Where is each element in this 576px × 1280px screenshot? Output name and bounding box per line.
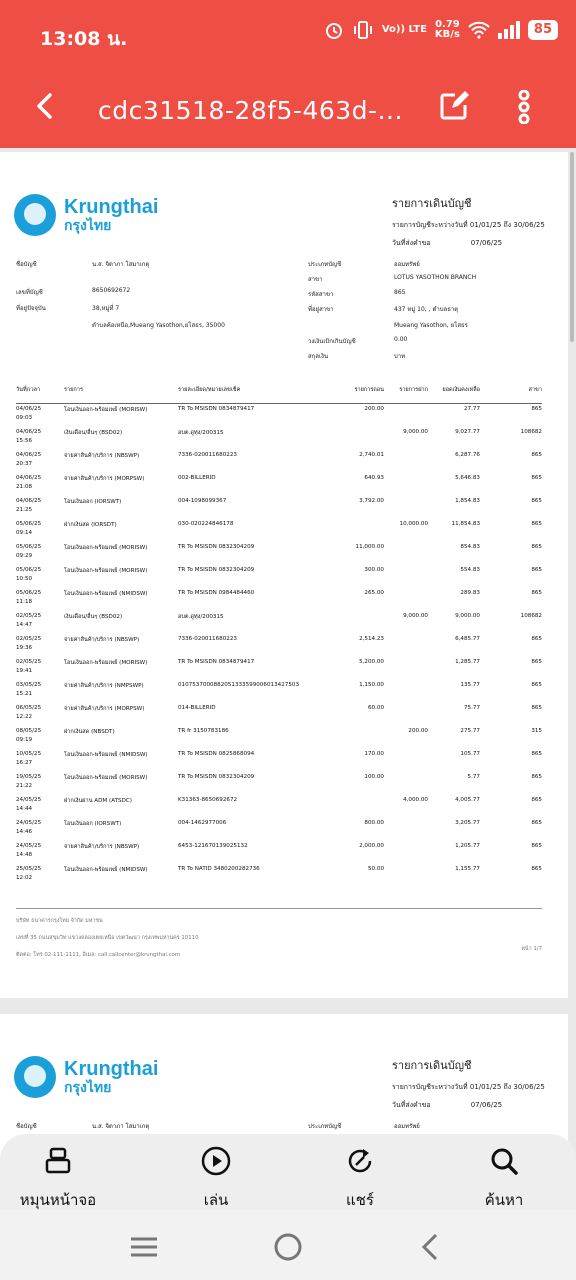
- network-speed: [435, 20, 460, 40]
- scrollbar[interactable]: [570, 152, 574, 342]
- table-cell: 865: [531, 498, 542, 504]
- table-cell: TR To MSISDN 0834879417: [178, 406, 255, 412]
- bank-logo: [14, 1056, 158, 1098]
- recent-apps-icon[interactable]: [127, 1230, 161, 1264]
- account-type: ออมทรัพย์: [394, 261, 420, 268]
- table-cell: 6,287.76: [455, 452, 480, 458]
- table-row: [16, 450, 542, 473]
- header-branch: สาขา: [528, 387, 542, 393]
- table-cell: 300.00: [364, 567, 384, 573]
- table-row: [16, 473, 542, 496]
- bottom-toolbar: [0, 1134, 576, 1214]
- table-cell: 108682: [520, 613, 542, 619]
- table-cell: TR To MSISDN 0832304209: [178, 567, 255, 573]
- table-cell: TR To NATID 3480200282736: [178, 866, 260, 872]
- table-cell: 865: [531, 521, 542, 527]
- table-cell: 19:36: [16, 645, 33, 651]
- table-cell: 865: [531, 705, 542, 711]
- table-cell: 14:47: [16, 622, 33, 628]
- table-cell: 6453-121670139025132: [178, 843, 248, 849]
- period-value: 01/01/25 ถึง 30/06/25: [469, 1083, 545, 1091]
- table-row: [16, 565, 542, 588]
- table-cell: 865: [531, 820, 542, 826]
- rotate-screen-icon: [43, 1146, 73, 1176]
- table-cell: โอนเงินออก-พร้อมเพย์ (NMIDSW): [64, 867, 148, 873]
- document-viewer[interactable]: [0, 148, 576, 1210]
- table-cell: 15:56: [16, 438, 33, 444]
- table-cell: 4,005.77: [455, 797, 480, 803]
- table-cell: จ่ายค่าสินค้า/บริการ (MORPSW): [64, 706, 145, 712]
- currency-value: บาท: [394, 353, 406, 360]
- table-cell: 12:02: [16, 875, 33, 881]
- table-cell: 030-020224846178: [178, 521, 234, 527]
- table-cell: 03/05/25: [16, 682, 42, 688]
- branch-code-label: รหัสสาขา: [308, 291, 334, 298]
- wifi-icon: [468, 21, 490, 39]
- table-cell: 10:50: [16, 576, 33, 582]
- table-cell: 200.00: [364, 406, 384, 412]
- table-cell: 9,000.00: [403, 429, 428, 435]
- table-cell: 865: [531, 590, 542, 596]
- table-cell: 865: [531, 797, 542, 803]
- battery-level: 85: [528, 20, 558, 40]
- statement-issued: [392, 238, 545, 249]
- table-cell: จ่ายค่าสินค้า/บริการ (NBSWP): [64, 844, 140, 850]
- table-cell: 315: [531, 728, 542, 734]
- table-cell: โอนเงินออก (IORSWT): [64, 499, 122, 505]
- issued-label: วันที่ส่งคำขอ: [392, 239, 431, 247]
- table-row: [16, 795, 542, 818]
- table-row: [16, 703, 542, 726]
- table-cell: โอนเงินออก-พร้อมเพย์ (MORISW): [64, 568, 148, 574]
- table-cell: โอนเงินออก-พร้อมเพย์ (NMIDSW): [64, 752, 148, 758]
- network-speed-value: 0.79: [435, 19, 460, 30]
- table-cell: 3,792.00: [359, 498, 384, 504]
- footer-company: บริษัท ธนาคารกรุงไทย จำกัด มหาชน: [16, 918, 103, 924]
- table-cell: 9,000.00: [455, 613, 480, 619]
- table-cell: 105.77: [460, 751, 480, 757]
- vibrate-icon: [352, 20, 374, 40]
- table-cell: 2,000.00: [359, 843, 384, 849]
- table-cell: 3,205.77: [455, 820, 480, 826]
- table-cell: 1,150.00: [359, 682, 384, 688]
- table-cell: 865: [531, 452, 542, 458]
- table-cell: อบต.ดู่ทุ่ง/200315: [178, 430, 224, 436]
- issued-label: วันที่ส่งคำขอ: [392, 1101, 431, 1109]
- table-cell: 865: [531, 774, 542, 780]
- account-type: ออมทรัพย์: [394, 1123, 420, 1130]
- logo-english: Krungthai: [64, 1058, 159, 1080]
- table-cell: 7336-020011680223: [178, 636, 237, 642]
- table-cell: 75.77: [463, 705, 480, 711]
- more-options-icon[interactable]: [512, 90, 536, 124]
- search-button[interactable]: [444, 1146, 564, 1212]
- address-label: ที่อยู่ปัจจุบัน: [16, 305, 46, 312]
- table-cell: จ่ายค่าสินค้า/บริการ (NBSWP): [64, 637, 140, 643]
- table-row: [16, 427, 542, 450]
- table-cell: 004-1098099367: [178, 498, 227, 504]
- system-navigation-bar: [0, 1210, 576, 1280]
- table-cell: 05/06/25: [16, 567, 42, 573]
- table-cell: 6,485.77: [455, 636, 480, 642]
- table-cell: TR fr 3150783186: [178, 728, 229, 734]
- status-time: 13:08 น.: [40, 28, 128, 50]
- table-cell: 05/06/25: [16, 590, 42, 596]
- table-cell: 50.00: [367, 866, 384, 872]
- table-cell: 5,646.83: [455, 475, 480, 481]
- footer-contact: ติดต่อ: โทร 02-111-1111, อีเมล: call.callcenter@krungthai.com: [16, 952, 181, 958]
- table-row: [16, 726, 542, 749]
- statement-period: [392, 220, 545, 231]
- table-cell: 865: [531, 866, 542, 872]
- table-cell: 554.83: [460, 567, 480, 573]
- table-cell: โอนเงินออก-พร้อมเพย์ (MORISW): [64, 407, 148, 413]
- account-type-label: ประเภทบัญชี: [308, 1123, 342, 1130]
- statement-title: รายการเดินบัญชี: [392, 197, 472, 210]
- table-cell: 865: [531, 406, 542, 412]
- branch-label: สาขา: [308, 276, 323, 283]
- statement-page-1: [0, 152, 568, 998]
- header-withdrawal: รายการถอน: [354, 387, 384, 393]
- volte-indicator: Vo)) LTE: [381, 24, 427, 35]
- play-icon: [201, 1146, 231, 1176]
- table-cell: 12:22: [16, 714, 33, 720]
- table-cell: 800.00: [364, 820, 384, 826]
- table-cell: โอนเงินออก-พร้อมเพย์ (NMIDSW): [64, 591, 148, 597]
- table-row: [16, 657, 542, 680]
- account-name-label: ชื่อบัญชี: [16, 261, 37, 268]
- table-cell: 865: [531, 843, 542, 849]
- table-cell: เงินเดือน/อื่นๆ (BSD02): [64, 614, 123, 620]
- footer-address: เลขที่ 35 ถนนสุขุมวิท แขวงคลองเตยเหนือ เขตวัฒนา กรุงเทพมหานคร 10110: [16, 935, 199, 941]
- table-cell: โอนเงินออก-พร้อมเพย์ (MORISW): [64, 775, 148, 781]
- table-cell: 4,000.00: [403, 797, 428, 803]
- table-cell: 04/06/25: [16, 475, 42, 481]
- table-cell: 865: [531, 682, 542, 688]
- page-number: หน้า 1/7: [521, 946, 542, 952]
- table-cell: 02/05/25: [16, 613, 42, 619]
- table-cell: 19:41: [16, 668, 33, 674]
- issued-value: 07/06/25: [470, 239, 503, 247]
- table-cell: 25/05/25: [16, 866, 42, 872]
- table-cell: 014-BILLERID: [178, 705, 216, 711]
- table-cell: 100.00: [364, 774, 384, 780]
- table-cell: 21:22: [16, 783, 33, 789]
- table-cell: 10/05/25: [16, 751, 42, 757]
- table-cell: 108682: [520, 429, 542, 435]
- table-cell: 09:14: [16, 530, 33, 536]
- transactions-table: [16, 384, 542, 887]
- table-cell: 15:21: [16, 691, 33, 697]
- table-cell: 02/05/25: [16, 636, 42, 642]
- table-cell: เงินเดือน/อื่นๆ (BSD02): [64, 430, 123, 436]
- table-cell: 1,205.77: [455, 843, 480, 849]
- rotate-screen-button[interactable]: [0, 1146, 118, 1212]
- header-date: วันที่/เวลา: [16, 387, 41, 393]
- table-cell: จ่ายค่าสินค้า/บริการ (MORPSW): [64, 476, 145, 482]
- header-balance: ยอดเงินคงเหลือ: [442, 387, 480, 393]
- table-cell: 05/06/25: [16, 544, 42, 550]
- branch-address-2: Mueang Yasothon, ยโสธร: [394, 322, 468, 329]
- account-name: น.ส. จิดาภา โสมาเกตุ: [92, 261, 150, 268]
- table-cell: TR To MSISDN 0832304209: [178, 544, 255, 550]
- page-footer: [16, 908, 542, 968]
- statement-issued: [392, 1100, 545, 1111]
- table-cell: 170.00: [364, 751, 384, 757]
- table-cell: โอนเงินออก-พร้อมเพย์ (MORISW): [64, 545, 148, 551]
- table-cell: K31363-8650692672: [178, 797, 238, 803]
- table-cell: 11,854.83: [451, 521, 480, 527]
- table-row: [16, 772, 542, 795]
- branch-code: 865: [394, 289, 406, 296]
- share-button[interactable]: [300, 1146, 420, 1212]
- bank-logo: [14, 194, 158, 236]
- table-header: [16, 384, 542, 404]
- alarm-icon: [324, 20, 344, 40]
- table-cell: TR To MSISDN 0834879417: [178, 659, 255, 665]
- table-cell: 002-BILLERID: [178, 475, 216, 481]
- play-button[interactable]: [156, 1146, 276, 1212]
- period-value: 01/01/25 ถึง 30/06/25: [469, 221, 545, 229]
- table-cell: 14:46: [16, 829, 33, 835]
- table-cell: TR To MSISDN 0825868094: [178, 751, 255, 757]
- table-cell: 14:44: [16, 806, 33, 812]
- table-cell: 1,285.77: [455, 659, 480, 665]
- logo-thai: กรุงไทย: [64, 218, 112, 234]
- table-cell: 1,155.77: [455, 866, 480, 872]
- table-cell: โอนเงินออก-พร้อมเพย์ (MORISW): [64, 660, 148, 666]
- table-row: [16, 542, 542, 565]
- network-speed-unit: KB/s: [434, 29, 460, 40]
- table-cell: 004-1462977006: [178, 820, 227, 826]
- krungthai-emblem-icon: [14, 1056, 56, 1098]
- statement-header: [392, 194, 545, 256]
- table-cell: 2,514.23: [359, 636, 384, 642]
- table-cell: โอนเงินออก (IORSWT): [64, 821, 122, 827]
- table-cell: 865: [531, 751, 542, 757]
- table-cell: 11:18: [16, 599, 33, 605]
- table-row: [16, 749, 542, 772]
- table-cell: ฝากเงินสด (IORSDT): [64, 522, 117, 528]
- table-cell: 7336-020011680223: [178, 452, 237, 458]
- header-details: รายละเอียด/หมายเลขเช็ค: [178, 387, 241, 393]
- branch-address-label: ที่อยู่สาขา: [308, 306, 334, 313]
- share-label: แชร์: [346, 1191, 374, 1209]
- table-cell: 865: [531, 544, 542, 550]
- branch-name: LOTUS YASOTHON BRANCH: [394, 274, 477, 281]
- table-cell: 0107537000882051333599006013427503: [178, 682, 300, 688]
- table-cell: 865: [531, 636, 542, 642]
- signal-icon: [498, 21, 520, 39]
- table-cell: 24/05/25: [16, 820, 42, 826]
- table-cell: 640.93: [364, 475, 384, 481]
- table-cell: 9,027.77: [455, 429, 480, 435]
- table-cell: 08/05/25: [16, 728, 42, 734]
- table-cell: 865: [531, 475, 542, 481]
- document-title: cdc31518-28f5-463d-...: [98, 96, 403, 125]
- account-name-label: ชื่อบัญชี: [16, 1123, 37, 1130]
- table-row: [16, 864, 542, 887]
- table-row: [16, 496, 542, 519]
- table-cell: จ่ายค่าสินค้า/บริการ (NMPSWP): [64, 683, 144, 689]
- table-cell: 865: [531, 567, 542, 573]
- edit-icon[interactable]: [438, 90, 470, 122]
- table-cell: 21:25: [16, 507, 33, 513]
- table-cell: 20:37: [16, 461, 33, 467]
- table-cell: 275.77: [460, 728, 480, 734]
- table-row: [16, 634, 542, 657]
- table-cell: 200.00: [408, 728, 428, 734]
- table-row: [16, 841, 542, 864]
- table-cell: 09:29: [16, 553, 33, 559]
- table-row: [16, 680, 542, 703]
- period-label: รายการบัญชีระหว่างวันที่: [392, 221, 468, 229]
- table-cell: 2,740.01: [359, 452, 384, 458]
- play-label: เล่น: [203, 1191, 229, 1209]
- statement-period: [392, 1082, 545, 1093]
- currency-label: สกุลเงิน: [308, 353, 329, 360]
- status-icons: [324, 20, 558, 40]
- statement-title: รายการเดินบัญชี: [392, 1059, 472, 1072]
- account-number-label: เลขที่บัญชี: [16, 289, 43, 296]
- table-cell: 24/05/25: [16, 843, 42, 849]
- table-cell: 16:27: [16, 760, 33, 766]
- table-cell: 135.77: [460, 682, 480, 688]
- header-type: รายการ: [64, 387, 83, 393]
- share-icon: [345, 1146, 375, 1176]
- table-cell: 14:48: [16, 852, 33, 858]
- account-name: น.ส. จิดาภา โสมาเกตุ: [92, 1123, 150, 1130]
- table-row: [16, 519, 542, 542]
- table-body: [16, 404, 542, 887]
- table-cell: 865: [531, 659, 542, 665]
- table-cell: 24/05/25: [16, 797, 42, 803]
- statement-header: [392, 1056, 545, 1118]
- table-cell: ฝากเงินผ่าน ADM (ATSDC): [64, 798, 132, 804]
- table-cell: อบต.ดู่ทุ่ง/200315: [178, 614, 224, 620]
- top-bar: [0, 0, 576, 148]
- overdraft-label: วงเงินเบิกเกินบัญชี: [308, 338, 356, 345]
- table-cell: 04/06/25: [16, 498, 42, 504]
- table-cell: 04/06/25: [16, 429, 42, 435]
- table-cell: TR To MSISDN 0984484460: [178, 590, 255, 596]
- logo-english: Krungthai: [64, 196, 159, 218]
- table-cell: 06/05/25: [16, 705, 42, 711]
- table-cell: 02/05/25: [16, 659, 42, 665]
- table-cell: 265.00: [364, 590, 384, 596]
- table-cell: 04/06/25: [16, 452, 42, 458]
- table-row: [16, 818, 542, 841]
- period-label: รายการบัญชีระหว่างวันที่: [392, 1083, 468, 1091]
- table-cell: 21:08: [16, 484, 33, 490]
- logo-thai: กรุงไทย: [64, 1080, 112, 1096]
- table-cell: 04/06/25: [16, 406, 42, 412]
- table-cell: 5,200.00: [359, 659, 384, 665]
- table-cell: 27.77: [463, 406, 480, 412]
- rotate-screen-label: หมุนหน้าจอ: [19, 1191, 97, 1209]
- table-cell: 09:19: [16, 737, 33, 743]
- table-cell: ฝากเงินสด (NBSDT): [64, 729, 115, 735]
- table-cell: 10,000.00: [399, 521, 428, 527]
- table-cell: 09:03: [16, 415, 33, 421]
- table-row: [16, 611, 542, 634]
- table-cell: 19/05/25: [16, 774, 42, 780]
- home-icon[interactable]: [271, 1230, 305, 1264]
- account-type-label: ประเภทบัญชี: [308, 261, 342, 268]
- table-row: [16, 588, 542, 611]
- table-cell: 11,000.00: [355, 544, 384, 550]
- branch-address-1: 437 หมู่ 10, , ตำบลธาตุ: [394, 306, 459, 313]
- search-icon: [489, 1146, 519, 1176]
- issued-value: 07/06/25: [470, 1101, 503, 1109]
- overdraft-value: 0.00: [394, 336, 408, 343]
- table-cell: 289.83: [460, 590, 480, 596]
- table-cell: 854.83: [460, 544, 480, 550]
- back-arrow-icon[interactable]: [30, 90, 62, 122]
- address-line-1: 38,หมู่ที่ 7: [92, 305, 120, 312]
- search-label: ค้นหา: [484, 1191, 524, 1209]
- table-cell: 5.77: [467, 774, 480, 780]
- header-deposit: รายการฝาก: [399, 387, 428, 393]
- table-cell: 60.00: [367, 705, 384, 711]
- table-cell: 9,000.00: [403, 613, 428, 619]
- app-bar: [0, 66, 576, 148]
- table-cell: TR To MSISDN 0832304209: [178, 774, 255, 780]
- table-cell: 05/06/25: [16, 521, 42, 527]
- table-cell: จ่ายค่าสินค้า/บริการ (NBSWP): [64, 453, 140, 459]
- account-number: 8650692672: [92, 287, 131, 294]
- address-line-2: ตำบลค้อเหนือ,Mueang Yasothon,ยโสธร, 35000: [92, 322, 225, 329]
- table-row: [16, 404, 542, 427]
- krungthai-emblem-icon: [14, 194, 56, 236]
- status-bar: [0, 0, 576, 66]
- system-back-icon[interactable]: [414, 1230, 448, 1264]
- table-cell: 1,854.83: [455, 498, 480, 504]
